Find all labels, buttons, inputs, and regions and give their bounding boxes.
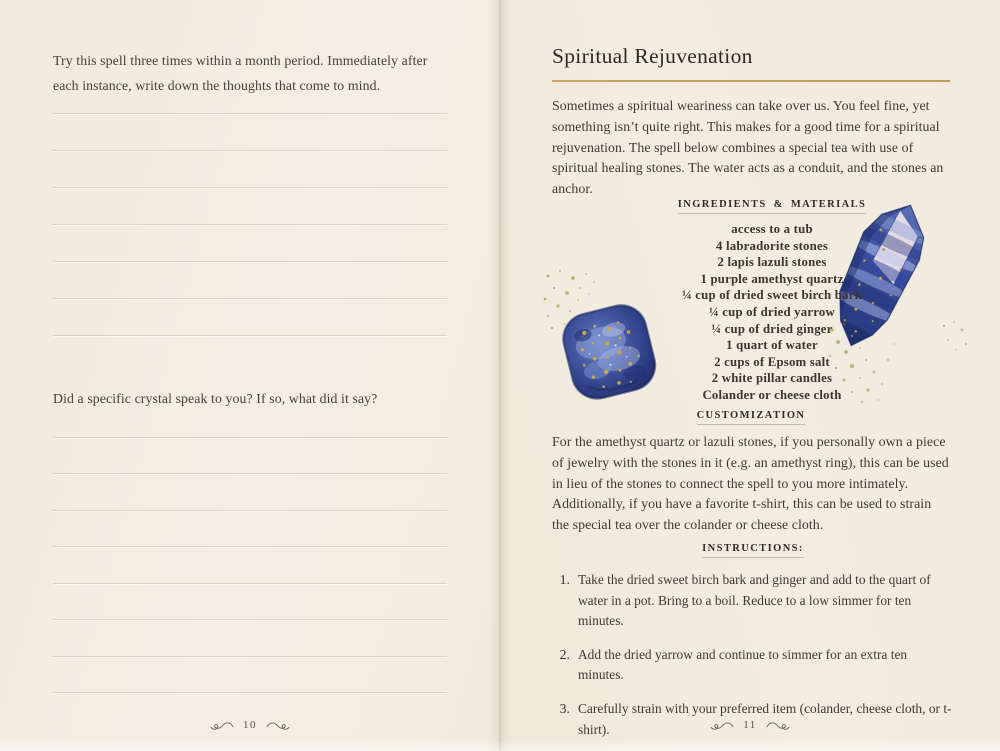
writing-lines-top: [53, 77, 447, 336]
journal-prompt-top: Try this spell three times within a month period. Immediately after each instance, write down the thoughts that come to mind.: [53, 53, 428, 93]
ingredient-item: 1 quart of water: [726, 338, 818, 353]
customization-section: [552, 410, 950, 537]
instructions-section: [552, 543, 954, 751]
writing-line: [53, 474, 447, 511]
spell-intro: Sometimes a spiritual weariness can take over us. You feel fine, yet something isn’t quite right. This makes for a good time for a spiritual rejuvenation. The spell below combines a special tea with use of spiritual healing stones. The water acts as a conduit, and the stones an anchor.: [552, 99, 944, 198]
step-number: 3.: [559, 700, 570, 716]
flourish-left-icon: [210, 720, 234, 731]
ingredients-section: [572, 199, 972, 404]
step-number: 1.: [559, 572, 570, 587]
ingredients-heading: INGREDIENTS & MATERIALS: [678, 199, 867, 214]
ingredient-item: 1 purple amethyst quartz: [700, 271, 844, 286]
instructions-list: [552, 570, 954, 740]
writing-line: [53, 114, 447, 151]
writing-line: [53, 401, 447, 438]
ingredient-item: ¼ cup of dried sweet birch bark: [682, 288, 862, 303]
writing-line: [53, 77, 447, 114]
ingredients-list: [572, 221, 972, 404]
ingredient-item: 2 white pillar candles: [711, 371, 833, 386]
step-text: Add the dried yarrow and continue to simmer for an extra ten minutes.: [578, 646, 908, 683]
writing-line: [53, 225, 447, 262]
writing-lines-bottom: [53, 401, 447, 693]
writing-line: [53, 547, 447, 584]
step-number: 2.: [559, 646, 570, 662]
writing-line: [53, 511, 447, 548]
writing-line: [53, 657, 447, 694]
ingredient-item: access to a tub: [731, 222, 813, 236]
right-page: [500, 0, 1000, 751]
customization-text: For the amethyst quartz or lazuli stones, if you personally own a piece of jewelry with the stones in it (e.g. an amethyst ring), this can be used in lieu of the stones to connect the spell to you more intimately. Additionally, if you have a favorite t-shirt, this can be used to strain the special tea over the colander or cheese cloth.: [552, 435, 949, 534]
ingredient-item: Colander or cheese cloth: [702, 387, 842, 402]
journal-prompt-middle: Did a specific crystal speak to you? If so, what did it say?: [53, 391, 378, 406]
left-page-footer: [0, 719, 500, 731]
writing-line: [53, 188, 447, 225]
spell-title: Spiritual Rejuvenation: [552, 44, 753, 68]
instruction-step: [552, 699, 954, 740]
customization-heading: CUSTOMIZATION: [697, 410, 806, 425]
ingredient-item: 2 cups of Epsom salt: [714, 354, 830, 369]
instruction-step: [552, 570, 954, 632]
ingredient-item: ¼ cup of dried yarrow: [709, 304, 835, 319]
step-text: Take the dried sweet birch bark and ginger and add to the quart of water in a pot. Bring to a boil. Reduce to a low simmer for ten minutes.: [578, 572, 931, 629]
flourish-right-icon: [266, 720, 290, 731]
ingredient-item: 2 lapis lazuli stones: [717, 255, 827, 270]
writing-line: [53, 151, 447, 188]
page-number-left: 10: [243, 719, 257, 731]
writing-line: [53, 620, 447, 657]
ingredient-item: ¼ cup of dried ginger: [711, 321, 833, 336]
page-number-right: 11: [743, 719, 757, 731]
instruction-step: [552, 645, 954, 686]
instructions-heading: INSTRUCTIONS:: [702, 543, 804, 558]
title-underline: [552, 80, 950, 82]
step-text: Carefully strain with your preferred item (colander, cheese cloth, or t-shirt).: [578, 700, 952, 737]
writing-line: [53, 262, 447, 299]
writing-line: [53, 438, 447, 475]
writing-line: [53, 299, 447, 336]
ingredient-item: 4 labradorite stones: [715, 238, 829, 253]
writing-line: [53, 584, 447, 621]
